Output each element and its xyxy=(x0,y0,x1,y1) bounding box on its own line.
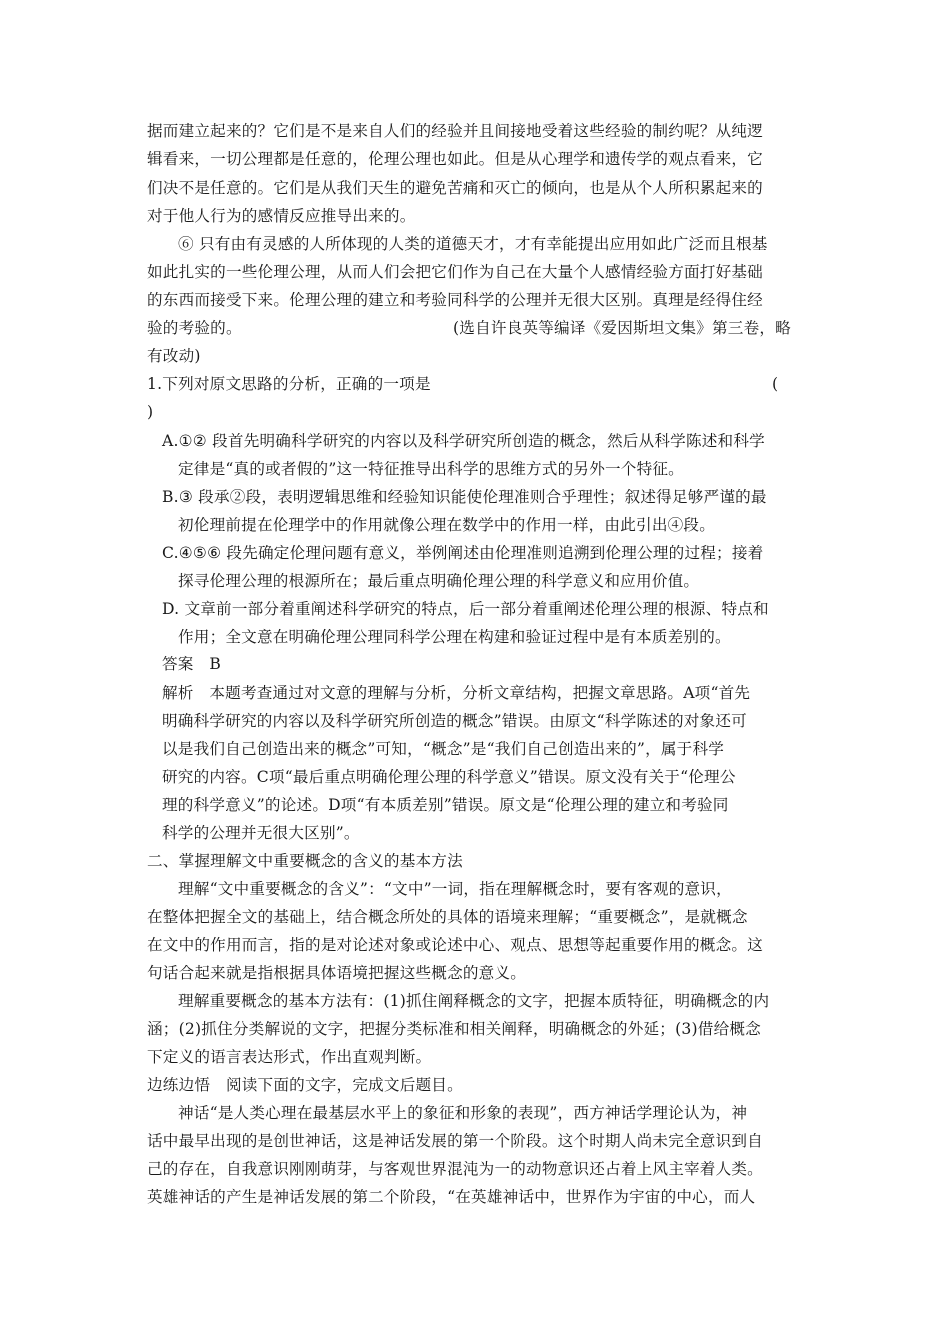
answer-paren-open: ( xyxy=(772,375,779,393)
option-d-cont: 作用；全文意在明确伦理公理同科学公理在构建和验证过程中是有本质差别的。 xyxy=(178,628,731,646)
text-line: 据而建立起来的？它们是不是来自人们的经验并且间接地受着这些经验的制约呢？从纯逻 xyxy=(147,122,763,140)
text-line: 在整体把握全文的基础上，结合概念所处的具体的语境来理解；“重要概念”，是就概念 xyxy=(147,908,748,926)
text-line: 们决不是任意的。它们是从我们天生的避免苦痛和灭亡的倾向，也是从个人所积累起来的 xyxy=(147,179,763,197)
source-citation-cont: 有改动) xyxy=(147,347,201,365)
text-line: 理解“文中重要概念的含义”：“文中”一词，指在理解概念时，要有客观的意识， xyxy=(178,880,732,898)
option-b-cont: 初伦理前提在伦理学中的作用就像公理在数学中的作用一样，由此引出④段。 xyxy=(178,516,715,534)
source-citation: (选自许良英等编译《爱因斯坦文集》第三卷，略 xyxy=(453,319,791,337)
option-c: C.④⑤⑥ 段先确定伦理问题有意义，举例阐述由伦理准则追溯到伦理公理的过程；接着 xyxy=(162,544,764,562)
text-line: 己的存在，自我意识刚刚萌芽，与客观世界混沌为一的动物意识还占着上风主宰着人类。 xyxy=(147,1160,763,1178)
analysis-line: 明确科学研究的内容以及科学研究所创造的概念”错误。由原文“科学陈述的对象还可 xyxy=(162,712,747,730)
option-d: D. 文章前一部分着重阐述科学研究的特点，后一部分着重阐述伦理公理的根源、特点和 xyxy=(162,600,769,618)
analysis-line: 科学的公理并无很大区别”。 xyxy=(162,824,360,842)
analysis-line: 以是我们自己创造出来的概念”可知，“概念”是“我们自己创造出来的”，属于科学 xyxy=(162,740,725,758)
option-c-cont: 探寻伦理公理的根源所在；最后重点明确伦理公理的科学意义和应用价值。 xyxy=(178,572,700,590)
analysis-line: 解析 本题考查通过对文意的理解与分析，分析文章结构，把握文章思路。A项“首先 xyxy=(162,684,751,702)
text-line: 在文中的作用而言，指的是对论述对象或论述中心、观点、思想等起重要作用的概念。这 xyxy=(147,936,763,954)
text-line: 如此扎实的一些伦理公理，从而人们会把它们作为自己在大量个人感情经验方面打好基础 xyxy=(147,263,763,281)
text-line: 下定义的语言表达形式，作出直观判断。 xyxy=(147,1048,432,1066)
option-b: B.③ 段承②段，表明逻辑思维和经验知识能使伦理准则合乎理性；叙述得足够严谨的最 xyxy=(162,488,767,506)
analysis-line: 研究的内容。C项“最后重点明确伦理公理的科学意义”错误。原文没有关于“伦理公 xyxy=(162,768,736,786)
answer-paren-close: ) xyxy=(147,403,154,421)
option-a: A.①② 段首先明确科学研究的内容以及科学研究所创造的概念，然后从科学陈述和科学 xyxy=(162,432,765,450)
question-1-stem: 1.下列对原文思路的分析，正确的一项是 xyxy=(147,375,431,393)
text-line: 句话合起来就是指根据具体语境把握这些概念的意义。 xyxy=(147,964,527,982)
exercise-heading: 边练边悟 阅读下面的文字，完成文后题目。 xyxy=(147,1076,463,1094)
text-line: 涵；(2)抓住分类解说的文字，把握分类标准和相关阐释，明确概念的外延；(3)借给概念 xyxy=(147,1020,761,1038)
option-a-cont: 定律是“真的或者假的”这一特征推导出科学的思维方式的另外一个特征。 xyxy=(178,460,684,478)
text-line: 验的考验的。 xyxy=(147,319,242,337)
section-heading: 二、掌握理解文中重要概念的含义的基本方法 xyxy=(147,852,463,870)
text-line: 神话“是人类心理在最基层水平上的象征和形象的表现”，西方神话学理论认为，神 xyxy=(178,1104,748,1122)
analysis-line: 理的科学意义”的论述。D项“有本质差别”错误。原文是“伦理公理的建立和考验同 xyxy=(162,796,729,814)
text-line: 理解重要概念的基本方法有：(1)抓住阐释概念的文字，把握本质特征，明确概念的内 xyxy=(178,992,770,1010)
text-line: 辑看来，一切公理都是任意的，伦理公理也如此。但是从心理学和遗传学的观点看来，它 xyxy=(147,150,763,168)
text-line: 的东西而接受下来。伦理公理的建立和考验同科学的公理并无很大区别。真理是经得住经 xyxy=(147,291,763,309)
text-line: 对于他人行为的感情反应推导出来的。 xyxy=(147,207,416,225)
text-line: 英雄神话的产生是神话发展的第二个阶段，“在英雄神话中，世界作为宇宙的中心，而人 xyxy=(147,1188,756,1206)
answer-label: 答案 B xyxy=(162,655,222,673)
text-line: 话中最早出现的是创世神话，这是神话发展的第一个阶段。这个时期人尚未完全意识到自 xyxy=(147,1132,763,1150)
paragraph-6-line: ⑥ 只有由有灵感的人所体现的人类的道德天才，才有幸能提出应用如此广泛而且根基 xyxy=(178,235,768,253)
